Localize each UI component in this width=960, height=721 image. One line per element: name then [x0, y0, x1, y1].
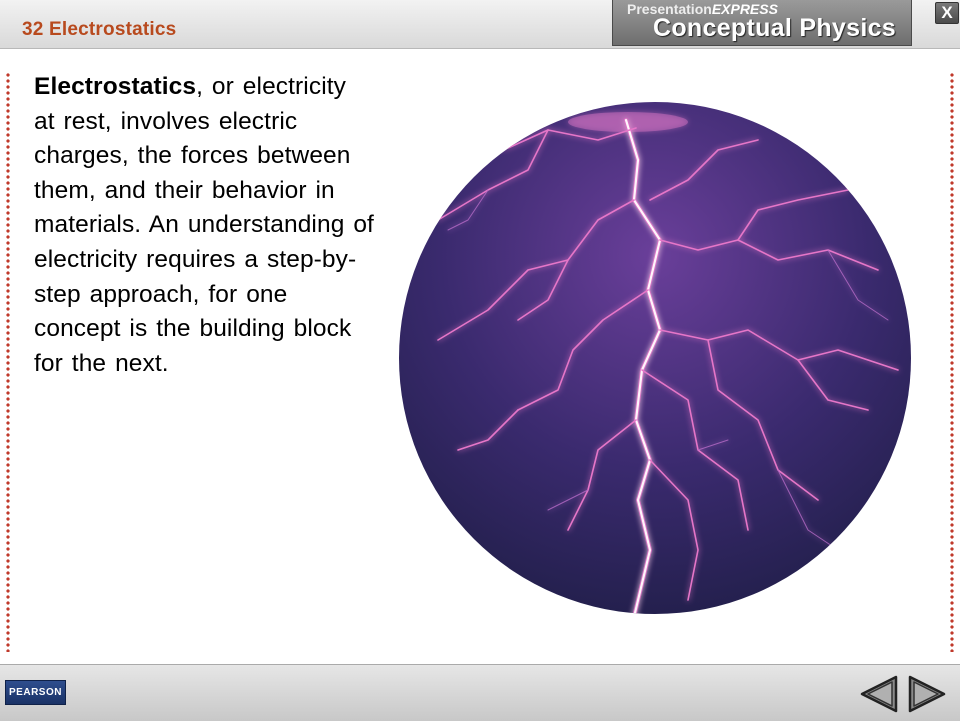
brand-title: Conceptual Physics: [653, 14, 896, 42]
brand-logo: [612, 0, 912, 46]
key-term: Electrostatics: [34, 73, 197, 100]
footer-bar: [0, 664, 960, 721]
close-button[interactable]: X: [935, 2, 959, 24]
triangle-right-icon: [910, 677, 944, 711]
previous-slide-button[interactable]: [856, 673, 902, 715]
dotted-border-right: [949, 72, 955, 652]
pearson-logo: PEARSON: [5, 680, 66, 705]
chapter-title: 32 Electrostatics: [22, 19, 177, 40]
lightning-photo: [398, 100, 912, 617]
body-text: , or electricity at rest, involves electric charges, the forces between them, and their behavior in materials. An understanding of electricity requires a step-by-step approach, for one concept is the building block for the next.: [34, 73, 374, 377]
brand-prefix: Presentation: [627, 1, 712, 17]
body-paragraph: [34, 70, 374, 381]
triangle-left-icon: [862, 677, 896, 711]
next-slide-button[interactable]: [904, 673, 950, 715]
brand-express: EXPRESS: [711, 1, 778, 17]
dotted-border-left: [5, 72, 11, 652]
